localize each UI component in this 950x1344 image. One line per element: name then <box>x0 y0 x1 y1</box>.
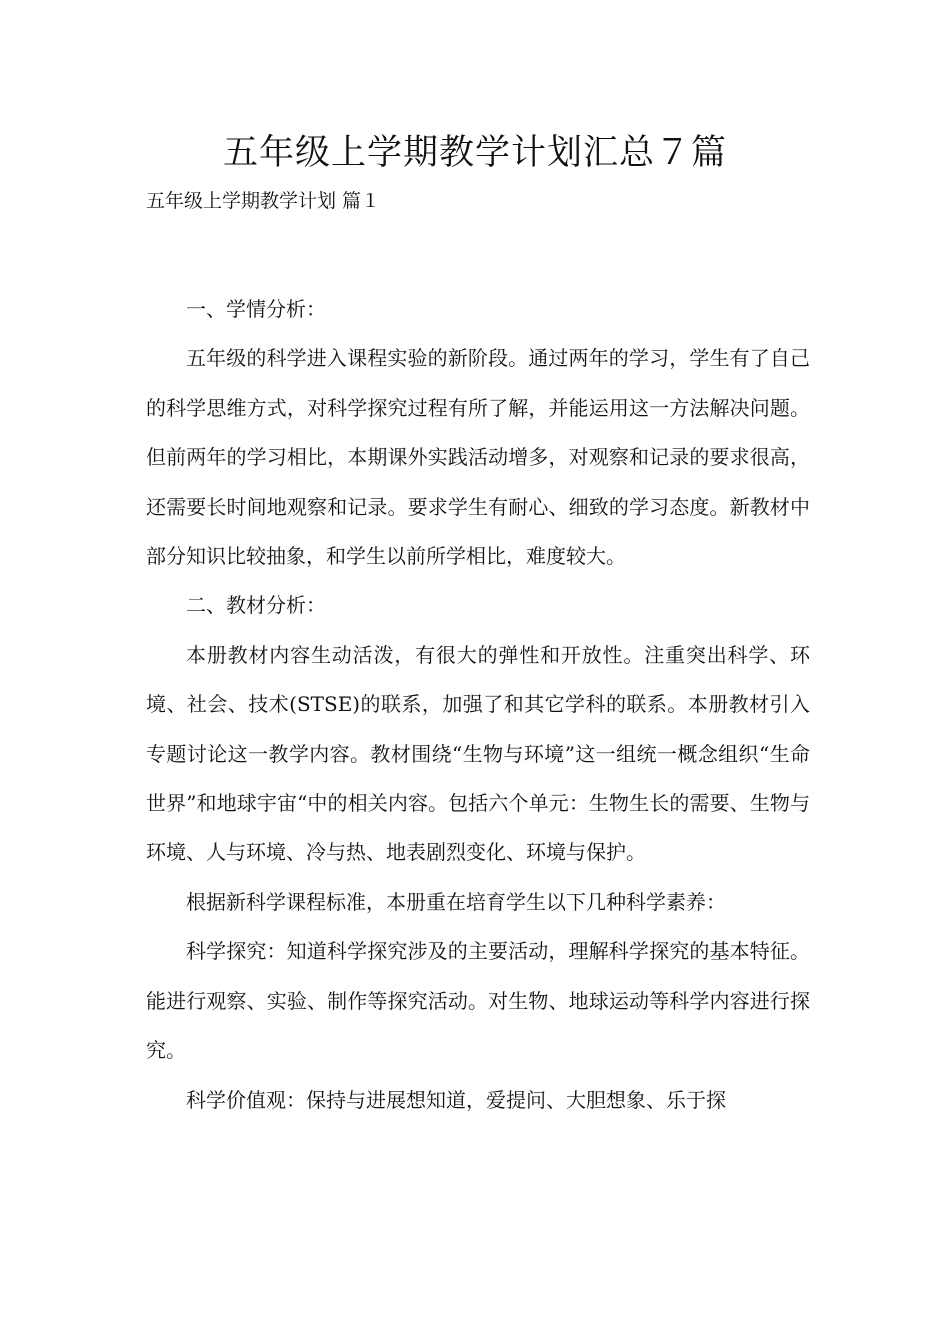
section-heading-textbook-analysis: 二、教材分析： <box>186 593 326 618</box>
document-subtitle: 五年级上学期教学计划 篇１ <box>146 190 381 212</box>
paragraph-science-inquiry: 科学探究：知道科学探究涉及的主要活动，理解科学探究的基本特征。能进行观察、实验、制作等探究活动。对生物、地球运动等科学内容进行探究。 <box>146 939 810 1063</box>
section-heading-learning-analysis: 一、学情分析： <box>186 297 326 321</box>
document-title: 五年级上学期教学计划汇总７篇 <box>222 133 727 173</box>
paragraph-science-values: 科学价值观：保持与进展想知道，爱提问、大胆想象、乐于探 <box>186 1087 726 1112</box>
paragraph-textbook-analysis: 本册教材内容生动活泼，有很大的弹性和开放性。注重突出科学、环境、社会、技术(STSE)的联系，加强了和其它学科的联系。本册教材引入专题讨论这一教学内容。教材围绕“生物与环境”这一组统一概念组织“生命世界”和地球宇宙“中的相关内容。包括六个单元：生物生长的需要、生物与环境、人与环境、冷与热、地表剧烈变化、环境与保护。 <box>146 642 810 865</box>
document-body <box>146 285 810 1125</box>
paragraph-learning-analysis: 五年级的科学进入课程实验的新阶段。通过两年的学习，学生有了自己的科学思维方式，对科学探究过程有所了解，并能运用这一方法解决问题。但前两年的学习相比，本期课外实践活动增多，对观察和记录的要求很高，还需要长时间地观察和记录。要求学生有耐心、细致的学习态度。新教材中部分知识比较抽象，和学生以前所学相比，难度较大。 <box>146 346 810 569</box>
paragraph-science-literacy-intro: 根据新科学课程标准，本册重在培育学生以下几种科学素养： <box>186 889 726 914</box>
